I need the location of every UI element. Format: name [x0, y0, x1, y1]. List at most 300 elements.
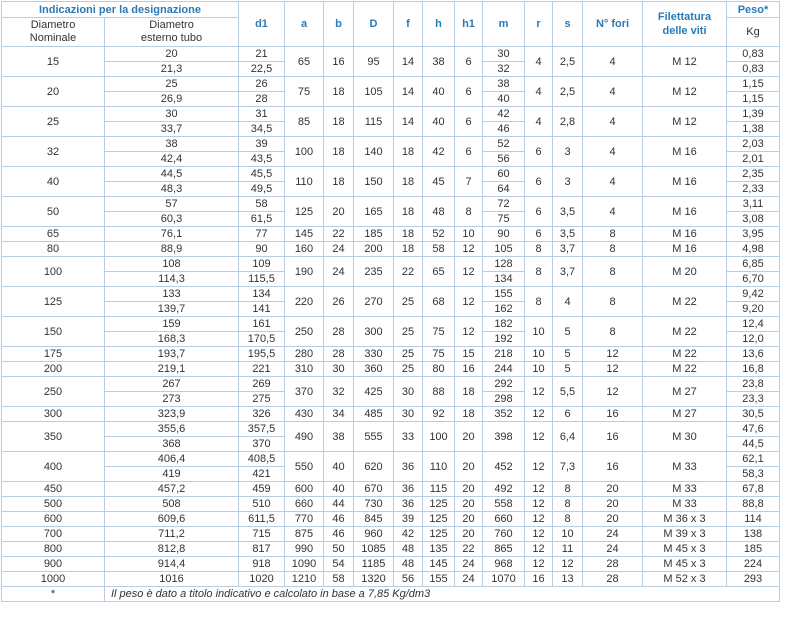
cell-r: 10 [525, 347, 553, 362]
cell-s: 3 [553, 137, 583, 167]
cell-d1: 510 [239, 497, 285, 512]
cell-h1: 18 [455, 377, 483, 407]
cell-d1: 49,5 [239, 182, 285, 197]
cell-b: 30 [324, 362, 354, 377]
cell-ext: 609,6 [105, 512, 239, 527]
cell-d1: 43,5 [239, 152, 285, 167]
cell-m: 40 [483, 92, 525, 107]
table-row [2, 542, 780, 557]
cell-peso: 1,38 [727, 122, 780, 137]
cell-h1: 24 [455, 572, 483, 587]
cell-a: 875 [285, 527, 324, 542]
cell-D: 200 [354, 242, 394, 257]
cell-d1: 109 [239, 257, 285, 272]
cell-dn: 450 [2, 482, 105, 497]
table-row [2, 572, 780, 587]
cell-h: 40 [423, 107, 455, 137]
cell-d1: 34,5 [239, 122, 285, 137]
cell-peso: 9,20 [727, 302, 780, 317]
cell-dn: 400 [2, 452, 105, 482]
cell-m: 30 [483, 47, 525, 62]
table-row [2, 347, 780, 362]
cell-h1: 20 [455, 452, 483, 482]
cell-h1: 10 [455, 227, 483, 242]
cell-peso: 2,01 [727, 152, 780, 167]
cell-f: 48 [394, 557, 423, 572]
cell-fori: 8 [583, 287, 643, 317]
cell-vite: M 16 [643, 167, 727, 197]
cell-s: 6 [553, 407, 583, 422]
cell-d1: 326 [239, 407, 285, 422]
cell-ext: 914,4 [105, 557, 239, 572]
cell-dn: 600 [2, 512, 105, 527]
cell-f: 33 [394, 422, 423, 452]
header-diametro-nominale [2, 18, 105, 47]
cell-m: 60 [483, 167, 525, 182]
table-row [2, 422, 780, 437]
cell-b: 18 [324, 77, 354, 107]
cell-ext: 355,6 [105, 422, 239, 437]
cell-vite: M 45 x 3 [643, 542, 727, 557]
cell-ext: 38 [105, 137, 239, 152]
cell-peso: 6,85 [727, 257, 780, 272]
cell-r: 12 [525, 557, 553, 572]
cell-dn: 50 [2, 197, 105, 227]
cell-r: 12 [525, 482, 553, 497]
cell-a: 75 [285, 77, 324, 107]
cell-a: 145 [285, 227, 324, 242]
cell-h: 42 [423, 137, 455, 167]
cell-d1: 1020 [239, 572, 285, 587]
cell-b: 40 [324, 452, 354, 482]
cell-peso: 138 [727, 527, 780, 542]
cell-ext: 44,5 [105, 167, 239, 182]
cell-h: 110 [423, 452, 455, 482]
cell-ext: 114,3 [105, 272, 239, 287]
cell-ext: 26,9 [105, 92, 239, 107]
cell-h1: 20 [455, 527, 483, 542]
cell-vite: M 39 x 3 [643, 527, 727, 542]
cell-peso: 13,6 [727, 347, 780, 362]
cell-ext: 273 [105, 392, 239, 407]
cell-m: 192 [483, 332, 525, 347]
cell-peso: 185 [727, 542, 780, 557]
cell-h: 80 [423, 362, 455, 377]
cell-h1: 7 [455, 167, 483, 197]
cell-h: 75 [423, 347, 455, 362]
cell-vite: M 22 [643, 347, 727, 362]
cell-ext: 48,3 [105, 182, 239, 197]
cell-peso: 67,8 [727, 482, 780, 497]
cell-d1: 141 [239, 302, 285, 317]
cell-ext: 193,7 [105, 347, 239, 362]
cell-fori: 8 [583, 317, 643, 347]
cell-peso: 3,95 [727, 227, 780, 242]
table-row [2, 227, 780, 242]
cell-ext: 368 [105, 437, 239, 452]
cell-dn: 250 [2, 377, 105, 407]
cell-D: 960 [354, 527, 394, 542]
header-filettatura-line1: Filettatura [657, 11, 712, 23]
flange-spec-table [1, 1, 780, 602]
cell-vite: M 16 [643, 227, 727, 242]
cell-s: 4 [553, 287, 583, 317]
cell-D: 1085 [354, 542, 394, 557]
cell-m: 75 [483, 212, 525, 227]
table-row [2, 527, 780, 542]
cell-r: 10 [525, 317, 553, 347]
cell-dn: 200 [2, 362, 105, 377]
cell-s: 2,5 [553, 77, 583, 107]
cell-peso: 114 [727, 512, 780, 527]
cell-h1: 6 [455, 77, 483, 107]
cell-s: 13 [553, 572, 583, 587]
cell-m: 38 [483, 77, 525, 92]
cell-d1: 77 [239, 227, 285, 242]
cell-fori: 4 [583, 107, 643, 137]
cell-a: 490 [285, 422, 324, 452]
cell-d1: 21 [239, 47, 285, 62]
cell-ext: 406,4 [105, 452, 239, 467]
cell-h: 68 [423, 287, 455, 317]
cell-r: 12 [525, 512, 553, 527]
cell-h: 45 [423, 167, 455, 197]
cell-peso: 0,83 [727, 62, 780, 77]
cell-ext: 711,2 [105, 527, 239, 542]
cell-r: 6 [525, 227, 553, 242]
header-filettatura-line2: delle viti [662, 25, 707, 37]
table-row [2, 317, 780, 332]
cell-m: 72 [483, 197, 525, 212]
cell-peso: 88,8 [727, 497, 780, 512]
cell-vite: M 27 [643, 407, 727, 422]
cell-peso: 44,5 [727, 437, 780, 452]
cell-peso: 3,11 [727, 197, 780, 212]
header-D: D [354, 2, 394, 47]
cell-D: 95 [354, 47, 394, 77]
cell-s: 10 [553, 527, 583, 542]
cell-fori: 8 [583, 242, 643, 257]
cell-r: 12 [525, 527, 553, 542]
cell-D: 730 [354, 497, 394, 512]
cell-s: 3,5 [553, 227, 583, 242]
cell-ext: 267 [105, 377, 239, 392]
cell-a: 370 [285, 377, 324, 407]
cell-D: 185 [354, 227, 394, 242]
cell-b: 58 [324, 572, 354, 587]
cell-b: 28 [324, 317, 354, 347]
cell-ext: 508 [105, 497, 239, 512]
cell-fori: 4 [583, 47, 643, 77]
cell-b: 18 [324, 137, 354, 167]
cell-m: 52 [483, 137, 525, 152]
cell-vite: M 22 [643, 287, 727, 317]
cell-m: 182 [483, 317, 525, 332]
cell-h1: 12 [455, 287, 483, 317]
cell-b: 16 [324, 47, 354, 77]
cell-h: 92 [423, 407, 455, 422]
cell-ext: 57 [105, 197, 239, 212]
cell-b: 22 [324, 227, 354, 242]
cell-f: 36 [394, 497, 423, 512]
cell-h: 40 [423, 77, 455, 107]
header-dn-line1: Diametro [30, 19, 76, 31]
cell-fori: 20 [583, 512, 643, 527]
cell-m: 46 [483, 122, 525, 137]
cell-m: 660 [483, 512, 525, 527]
cell-d1: 31 [239, 107, 285, 122]
cell-h: 75 [423, 317, 455, 347]
cell-r: 6 [525, 137, 553, 167]
cell-peso: 1,15 [727, 77, 780, 92]
table-row [2, 257, 780, 272]
cell-h: 115 [423, 482, 455, 497]
cell-ext: 168,3 [105, 332, 239, 347]
cell-b: 32 [324, 377, 354, 407]
cell-dn: 900 [2, 557, 105, 572]
cell-s: 8 [553, 482, 583, 497]
footnote-text: Il peso è dato a titolo indicativo e calcolato in base a 7,85 Kg/dm3 [105, 587, 780, 602]
cell-peso: 3,08 [727, 212, 780, 227]
cell-fori: 20 [583, 482, 643, 497]
cell-b: 24 [324, 257, 354, 287]
cell-f: 18 [394, 227, 423, 242]
cell-h1: 12 [455, 317, 483, 347]
cell-r: 12 [525, 497, 553, 512]
cell-m: 162 [483, 302, 525, 317]
table-row [2, 482, 780, 497]
cell-f: 25 [394, 347, 423, 362]
header-f: f [394, 2, 423, 47]
cell-peso: 4,98 [727, 242, 780, 257]
cell-h1: 18 [455, 407, 483, 422]
cell-d1: 370 [239, 437, 285, 452]
cell-a: 160 [285, 242, 324, 257]
cell-vite: M 33 [643, 497, 727, 512]
cell-f: 42 [394, 527, 423, 542]
cell-m: 968 [483, 557, 525, 572]
header-filettatura [643, 2, 727, 47]
header-peso-unit: Kg [727, 18, 780, 47]
cell-fori: 16 [583, 452, 643, 482]
cell-d1: 715 [239, 527, 285, 542]
cell-ext: 42,4 [105, 152, 239, 167]
cell-ext: 25 [105, 77, 239, 92]
cell-dn: 80 [2, 242, 105, 257]
cell-d1: 357,5 [239, 422, 285, 437]
cell-b: 54 [324, 557, 354, 572]
cell-D: 115 [354, 107, 394, 137]
cell-peso: 30,5 [727, 407, 780, 422]
cell-D: 360 [354, 362, 394, 377]
cell-vite: M 45 x 3 [643, 557, 727, 572]
cell-s: 8 [553, 497, 583, 512]
cell-h1: 24 [455, 557, 483, 572]
cell-peso: 1,39 [727, 107, 780, 122]
cell-fori: 4 [583, 137, 643, 167]
cell-D: 330 [354, 347, 394, 362]
cell-m: 865 [483, 542, 525, 557]
table-row [2, 407, 780, 422]
cell-d1: 28 [239, 92, 285, 107]
header-s: s [553, 2, 583, 47]
cell-peso: 293 [727, 572, 780, 587]
cell-peso: 23,8 [727, 377, 780, 392]
cell-d1: 408,5 [239, 452, 285, 467]
cell-s: 7,3 [553, 452, 583, 482]
footnote-mark: * [2, 587, 105, 602]
cell-h: 125 [423, 527, 455, 542]
cell-h1: 12 [455, 257, 483, 287]
cell-f: 18 [394, 137, 423, 167]
cell-b: 46 [324, 527, 354, 542]
cell-m: 398 [483, 422, 525, 452]
cell-vite: M 20 [643, 257, 727, 287]
cell-vite: M 16 [643, 197, 727, 227]
cell-m: 56 [483, 152, 525, 167]
cell-vite: M 12 [643, 107, 727, 137]
cell-h: 145 [423, 557, 455, 572]
header-r: r [525, 2, 553, 47]
cell-peso: 12,4 [727, 317, 780, 332]
table-row [2, 197, 780, 212]
cell-D: 105 [354, 77, 394, 107]
cell-fori: 24 [583, 527, 643, 542]
cell-f: 56 [394, 572, 423, 587]
cell-f: 14 [394, 47, 423, 77]
cell-D: 1185 [354, 557, 394, 572]
cell-a: 770 [285, 512, 324, 527]
table-row [2, 167, 780, 182]
cell-d1: 115,5 [239, 272, 285, 287]
cell-ext: 159 [105, 317, 239, 332]
cell-ext: 76,1 [105, 227, 239, 242]
cell-d1: 459 [239, 482, 285, 497]
cell-f: 25 [394, 362, 423, 377]
cell-peso: 58,3 [727, 467, 780, 482]
cell-dn: 800 [2, 542, 105, 557]
table-row [2, 557, 780, 572]
cell-h: 100 [423, 422, 455, 452]
cell-fori: 4 [583, 167, 643, 197]
cell-h1: 6 [455, 137, 483, 167]
cell-b: 38 [324, 422, 354, 452]
cell-D: 235 [354, 257, 394, 287]
cell-d1: 39 [239, 137, 285, 152]
cell-ext: 30 [105, 107, 239, 122]
cell-h: 125 [423, 512, 455, 527]
cell-d1: 22,5 [239, 62, 285, 77]
table-row [2, 242, 780, 257]
cell-m: 244 [483, 362, 525, 377]
cell-m: 105 [483, 242, 525, 257]
cell-m: 760 [483, 527, 525, 542]
cell-a: 990 [285, 542, 324, 557]
cell-f: 25 [394, 317, 423, 347]
cell-d1: 421 [239, 467, 285, 482]
header-m: m [483, 2, 525, 47]
cell-vite: M 22 [643, 362, 727, 377]
cell-a: 550 [285, 452, 324, 482]
header-d1: d1 [239, 2, 285, 47]
cell-peso: 2,33 [727, 182, 780, 197]
cell-r: 12 [525, 452, 553, 482]
cell-peso: 12,0 [727, 332, 780, 347]
cell-vite: M 33 [643, 482, 727, 497]
header-a: a [285, 2, 324, 47]
cell-h: 38 [423, 47, 455, 77]
cell-fori: 4 [583, 77, 643, 107]
cell-D: 140 [354, 137, 394, 167]
cell-d1: 90 [239, 242, 285, 257]
cell-f: 36 [394, 482, 423, 497]
cell-ext: 139,7 [105, 302, 239, 317]
header-diametro-esterno [105, 18, 239, 47]
cell-h1: 20 [455, 497, 483, 512]
table-row [2, 512, 780, 527]
table-row [2, 47, 780, 62]
cell-s: 6,4 [553, 422, 583, 452]
cell-r: 12 [525, 422, 553, 452]
cell-h1: 15 [455, 347, 483, 362]
cell-h: 155 [423, 572, 455, 587]
cell-b: 50 [324, 542, 354, 557]
cell-peso: 1,15 [727, 92, 780, 107]
cell-dn: 15 [2, 47, 105, 77]
footnote-row [2, 587, 780, 602]
cell-b: 46 [324, 512, 354, 527]
header-designazione: Indicazioni per la designazione [2, 2, 239, 18]
cell-a: 100 [285, 137, 324, 167]
cell-D: 620 [354, 452, 394, 482]
cell-h1: 16 [455, 362, 483, 377]
cell-r: 12 [525, 377, 553, 407]
cell-d1: 275 [239, 392, 285, 407]
cell-fori: 4 [583, 197, 643, 227]
cell-b: 28 [324, 347, 354, 362]
cell-d1: 58 [239, 197, 285, 212]
cell-r: 4 [525, 107, 553, 137]
cell-h: 88 [423, 377, 455, 407]
cell-a: 660 [285, 497, 324, 512]
cell-m: 218 [483, 347, 525, 362]
cell-peso: 6,70 [727, 272, 780, 287]
cell-D: 165 [354, 197, 394, 227]
cell-h: 52 [423, 227, 455, 242]
cell-f: 14 [394, 107, 423, 137]
cell-fori: 12 [583, 362, 643, 377]
cell-ext: 457,2 [105, 482, 239, 497]
cell-D: 555 [354, 422, 394, 452]
cell-a: 220 [285, 287, 324, 317]
cell-s: 3,7 [553, 257, 583, 287]
cell-s: 5 [553, 347, 583, 362]
cell-ext: 133 [105, 287, 239, 302]
cell-ext: 1016 [105, 572, 239, 587]
cell-fori: 16 [583, 407, 643, 422]
cell-m: 352 [483, 407, 525, 422]
table-row [2, 137, 780, 152]
cell-f: 48 [394, 542, 423, 557]
cell-s: 2,5 [553, 47, 583, 77]
cell-f: 36 [394, 452, 423, 482]
cell-peso: 2,03 [727, 137, 780, 152]
cell-dn: 20 [2, 77, 105, 107]
cell-a: 65 [285, 47, 324, 77]
cell-fori: 8 [583, 227, 643, 242]
cell-h1: 20 [455, 482, 483, 497]
cell-vite: M 33 [643, 452, 727, 482]
